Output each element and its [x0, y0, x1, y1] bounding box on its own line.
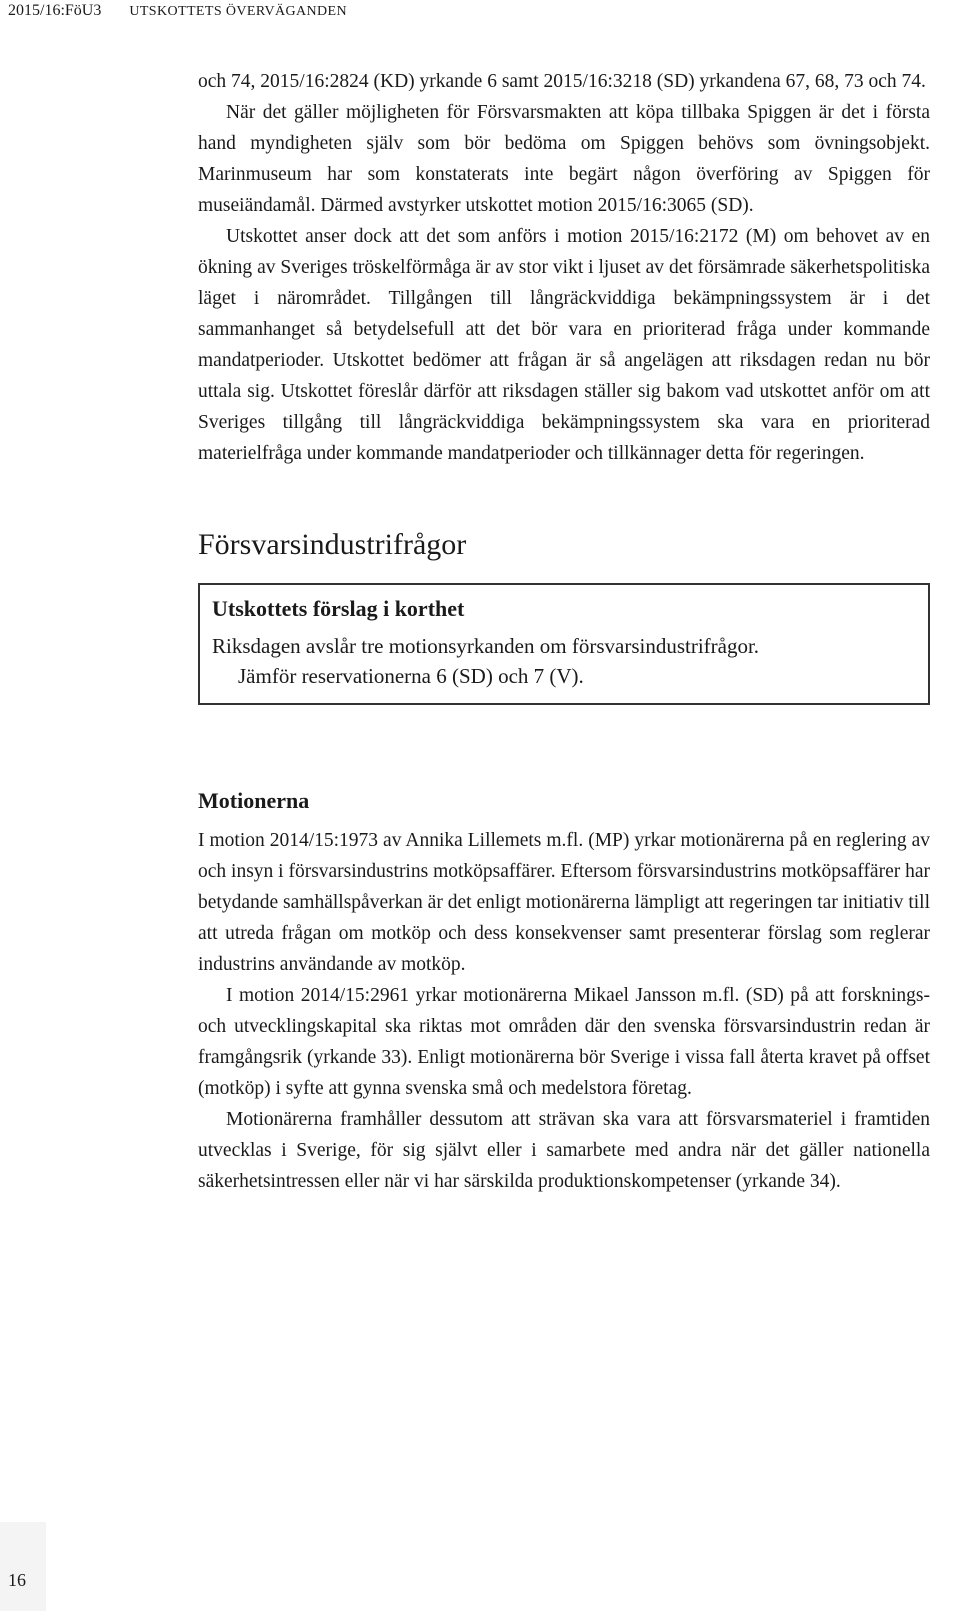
- summary-reference: Jämför reservationerna 6 (SD) och 7 (V).: [238, 664, 584, 688]
- summary-title: Utskottets förslag i korthet: [212, 596, 465, 621]
- paragraph: och 74, 2015/16:2824 (KD) yrkande 6 samt 2015/16:3218 (SD) yrkandena 67, 68, 73 och 74.: [198, 71, 926, 92]
- paragraph: I motion 2014/15:2961 yrkar motionärerna Mikael Jansson m.fl. (SD) på att forsknings- och utvecklingskapital ska riktas mot områden där den svenska försvarsindustrin redan är framgångsrik (yrkande 33). Enligt motionärerna bör Sverige i vissa fall återta kravet på offset (motköp) i syfte att gynna svenska små och medelstora företag.: [198, 985, 930, 1099]
- sub-heading: Motionerna: [198, 788, 310, 813]
- paragraph: Utskottet anser dock att det som anförs i motion 2015/16:2172 (M) om behovet av en ökning av Sveriges tröskelförmåga är av stor vikt i ljuset av det försämrade säkerhetspolitiska läget i närområdet. Tillgången till långräckviddiga bekämpningssystem är i det sammanhanget så betydelsefull att det bör vara en prioriterad fråga under kommande mandatperioder. Utskottet bedömer att frågan är så angelägen att riksdagen redan nu bör uttala sig. Utskottet föreslår därför att riksdagen ställer sig bakom vad utskottet anför om att Sveriges tillgång till långräckviddiga bekämpningssystem ska vara en prioriterad materielfråga under kommande mandatperioder och tillkännager detta för regeringen.: [198, 226, 930, 464]
- section-label: UTSKOTTETS ÖVERVÄGANDEN: [129, 4, 348, 19]
- summary-text: Riksdagen avslår tre motionsyrkanden om försvarsindustrifrågor.: [212, 634, 760, 658]
- page-number: 16: [8, 1570, 26, 1590]
- page-margin-bar: [0, 1522, 46, 1611]
- running-head: [8, 0, 347, 23]
- section-heading: Försvarsindustrifrågor: [198, 528, 467, 561]
- page-content: [198, 66, 930, 1197]
- paragraph: När det gäller möjligheten för Försvarsmakten att köpa tillbaka Spiggen är det i första hand myndigheten själv som bör bedöma om Spiggen behövs som övningsobjekt. Marinmuseum har som konstaterats inte begärt någon överföring av Spiggen för museiändamål. Därmed avstyrker utskottet motion 2015/16:3065 (SD).: [198, 102, 930, 216]
- document-number: 2015/16:FöU3: [8, 2, 102, 19]
- paragraph: I motion 2014/15:1973 av Annika Lillemets m.fl. (MP) yrkar motionärerna på en reglering av och insyn i försvarsindustrins motköpsaffärer. Eftersom försvarsindustrins motköpsaffärer har betydande samhällspåverkan är det enligt motionärerna lämpligt att regeringen tar initiativ till att utreda frågan om motköp och dess konsekvenser samt presenterar förslag som reglerar industrins användande av motköp.: [198, 830, 931, 975]
- summary-box: [198, 583, 930, 705]
- paragraph: Motionärerna framhåller dessutom att strävan ska vara att försvarsmateriel i framtiden utvecklas i Sverige, för sig självt eller i samarbete med andra när det gäller nationella säkerhetsintressen eller när vi har särskilda produktionskompetenser (yrkande 34).: [198, 1109, 930, 1192]
